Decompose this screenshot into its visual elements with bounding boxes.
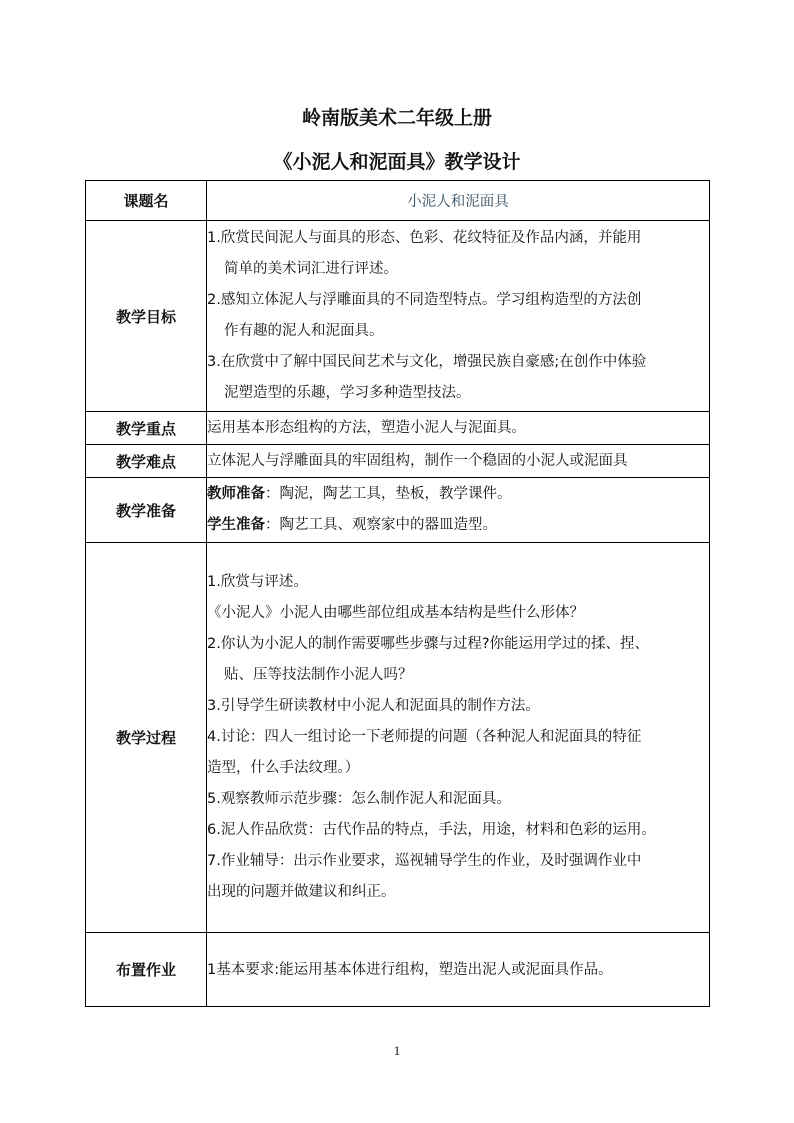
teacher-prep — [207, 479, 709, 510]
value-process — [207, 543, 710, 933]
lesson-plan-table — [85, 180, 710, 1007]
process-line: 5.观察教师示范步骤：怎么制作泥人和泥面具。 — [207, 791, 511, 807]
row-topic — [86, 181, 710, 221]
teacher-prep-value: ：陶泥，陶艺工具，垫板，教学课件。 — [265, 486, 512, 502]
value-goals — [207, 221, 710, 412]
label-key-points: 教学重点 — [86, 412, 207, 445]
process-line: 7.作业辅导：出示作业要求，巡视辅导学生的作业，及时强调作业中 — [207, 853, 642, 869]
document-title: 岭南版美术二年级上册 — [301, 107, 492, 129]
key-points-text: 运用基本形态组构的方法，塑造小泥人与泥面具。 — [207, 419, 526, 436]
value-difficulties — [207, 445, 710, 478]
label-preparation: 教学准备 — [86, 478, 207, 543]
process-line: 6.泥人作品欣赏：古代作品的特点，手法，用途，材料和色彩的运用。 — [207, 822, 656, 838]
student-prep-label: 学生准备 — [207, 517, 265, 533]
row-process — [86, 543, 710, 933]
row-key-points — [86, 412, 710, 445]
process-line: 《小泥人》小泥人由哪些部位组成基本结构是些什么形体？ — [207, 605, 584, 621]
label-process: 教学过程 — [86, 543, 207, 933]
process-line: 1.欣赏与评述。 — [207, 574, 308, 590]
process-line: 4.讨论：四人一组讨论一下老师提的问题（各种泥人和泥面具的特征 — [207, 729, 642, 745]
goal-line: 作有趣的泥人和泥面具。 — [224, 323, 384, 339]
value-topic — [207, 181, 710, 221]
row-goals — [86, 221, 710, 412]
process-line: 造型，什么手法纹理。） — [207, 760, 360, 776]
goal-line: 2.感知立体泥人与浮雕面具的不同造型特点。学习组构造型的方法创 — [207, 292, 642, 308]
topic-value: 小泥人和泥面具 — [407, 194, 509, 210]
value-key-points — [207, 412, 710, 445]
student-prep-value: ：陶艺工具、观察家中的器皿造型。 — [265, 517, 497, 533]
value-homework — [207, 933, 710, 1007]
row-preparation — [86, 478, 710, 543]
label-topic: 课题名 — [86, 181, 207, 221]
difficulties-text: 立体泥人与浮雕面具的牢固组构，制作一个稳固的小泥人或泥面具 — [207, 452, 628, 469]
homework-text: 1基本要求:能运用基本体进行组构，塑造出泥人或泥面具作品。 — [207, 961, 613, 978]
label-goals: 教学目标 — [86, 221, 207, 412]
goal-line: 简单的美术词汇进行评述。 — [224, 261, 398, 277]
page-number: 1 — [393, 1043, 401, 1058]
goal-line: 泥塑造型的乐趣，学习多种造型技法。 — [224, 385, 471, 401]
document-subtitle: 《小泥人和泥面具》教学设计 — [273, 151, 521, 173]
label-difficulties: 教学难点 — [86, 445, 207, 478]
goal-line: 3.在欣赏中了解中国民间艺术与文化，增强民族自豪感;在创作中体验 — [207, 354, 647, 370]
label-homework: 布置作业 — [86, 933, 207, 1007]
value-preparation — [207, 478, 710, 543]
row-difficulties — [86, 445, 710, 478]
process-line: 3.引导学生研读教材中小泥人和泥面具的制作方法。 — [207, 698, 540, 714]
process-line: 贴、压等技法制作小泥人吗？ — [224, 667, 413, 683]
student-prep — [207, 510, 709, 541]
process-line: 2.你认为小泥人的制作需要哪些步骤与过程?你能运用学过的揉、捏、 — [207, 636, 650, 652]
process-line: 出现的问题并做建议和纠正。 — [207, 884, 396, 900]
goal-line: 1.欣赏民间泥人与面具的形态、色彩、花纹特征及作品内涵，并能用 — [207, 230, 642, 246]
teacher-prep-label: 教师准备 — [207, 486, 265, 502]
row-homework — [86, 933, 710, 1007]
